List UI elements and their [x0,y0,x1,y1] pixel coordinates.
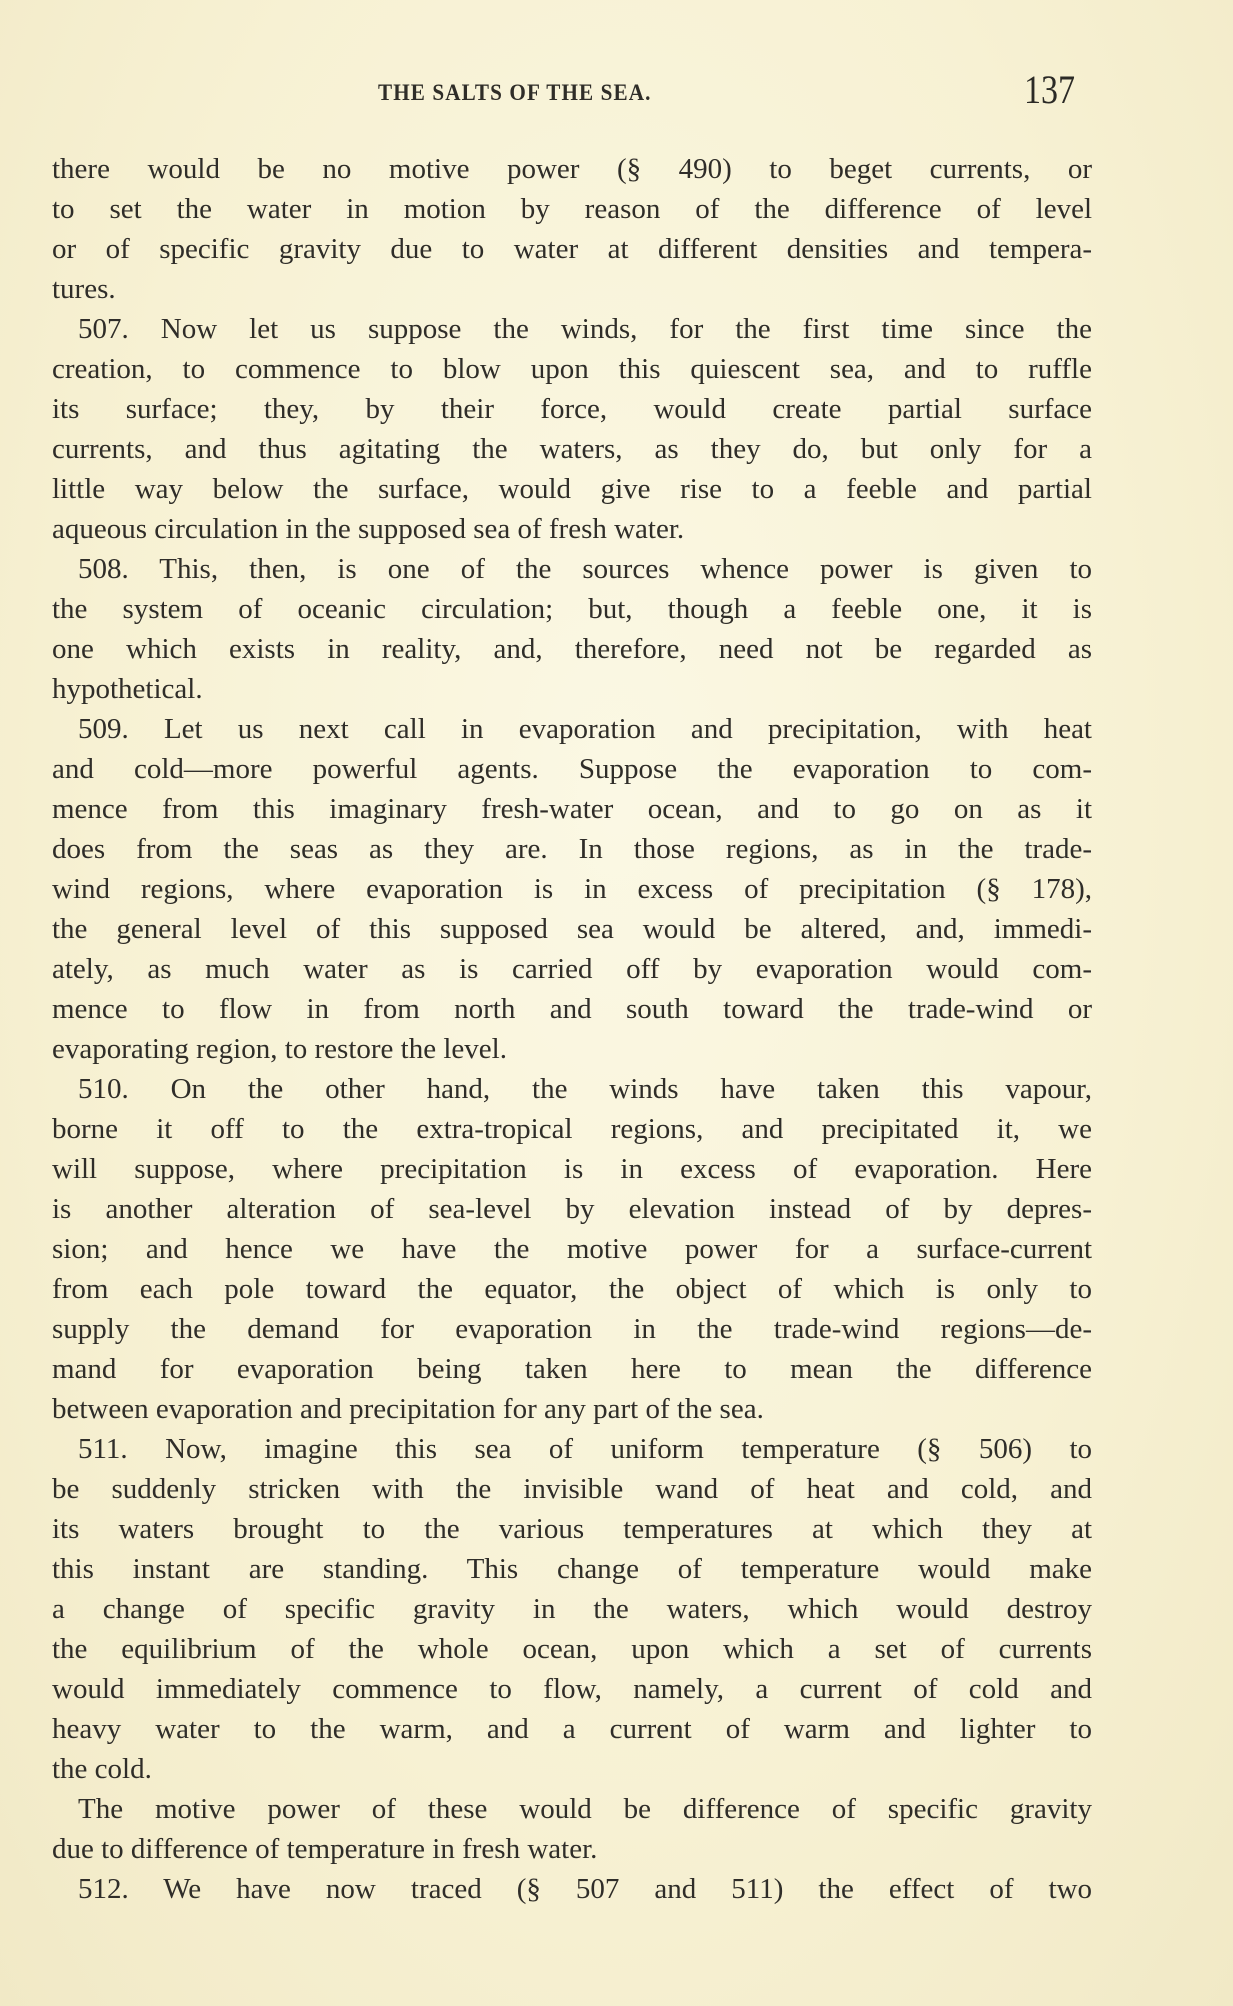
text-line: creation, to commence to blow upon this quiescent sea, and to ruffle [52,353,1092,385]
text-line: The motive power of these would be difference of specific gravity [78,1793,1092,1825]
text-line: one which exists in reality, and, therefore, need not be regarded as [52,633,1092,665]
text-line: sion; and hence we have the motive power for a surface-current [52,1233,1092,1265]
text-line: 511. Now, imagine this sea of uniform temperature (§ 506) to [78,1433,1092,1465]
text-line: a change of specific gravity in the waters, which would destroy [52,1593,1092,1625]
text-line: supply the demand for evaporation in the trade-wind regions—de- [52,1313,1092,1345]
text-line: its waters brought to the various temperatures at which they at [52,1513,1092,1545]
text-line: mence to flow in from north and south toward the trade-wind or [52,993,1092,1025]
text-line: ately, as much water as is carried off by evaporation would com- [52,953,1092,985]
text-line: is another alteration of sea-level by elevation instead of by depres- [52,1193,1092,1225]
text-line: 509. Let us next call in evaporation and precipitation, with heat [78,713,1092,745]
text-line: hypothetical. [52,673,203,705]
text-line: this instant are standing. This change of temperature would make [52,1553,1092,1585]
text-line: 508. This, then, is one of the sources whence power is given to [78,553,1092,585]
text-line: mand for evaporation being taken here to mean the difference [52,1353,1092,1385]
text-line: currents, and thus agitating the waters, as they do, but only for a [52,433,1092,465]
text-line: wind regions, where evaporation is in excess of precipitation (§ 178), [52,873,1092,905]
text-line: the equilibrium of the whole ocean, upon which a set of currents [52,1633,1092,1665]
text-line: due to difference of temperature in fresh water. [52,1833,598,1865]
text-line: to set the water in motion by reason of the difference of level [52,193,1092,225]
text-line: borne it off to the extra-tropical regions, and precipitated it, we [52,1113,1092,1145]
text-line: from each pole toward the equator, the object of which is only to [52,1273,1092,1305]
text-line: the cold. [52,1753,152,1785]
text-line: be suddenly stricken with the invisible wand of heat and cold, and [52,1473,1092,1505]
text-line: its surface; they, by their force, would create partial surface [52,393,1092,425]
text-line: 510. On the other hand, the winds have taken this vapour, [78,1073,1092,1105]
text-line: mence from this imaginary fresh-water ocean, and to go on as it [52,793,1092,825]
text-line: or of specific gravity due to water at different densities and tempera- [52,233,1092,265]
text-line: will suppose, where precipitation is in excess of evaporation. Here [52,1153,1092,1185]
text-line: there would be no motive power (§ 490) to beget currents, or [52,153,1092,185]
text-line: tures. [52,273,116,305]
page-header [0,66,1233,116]
running-title: THE SALTS OF THE SEA. [378,80,652,105]
text-line: little way below the surface, would give rise to a feeble and partial [52,473,1092,505]
body-text [52,149,1092,1909]
text-line: between evaporation and precipitation for any part of the sea. [52,1393,764,1425]
text-line: 507. Now let us suppose the winds, for the first time since the [78,313,1092,345]
text-line: would immediately commence to flow, namely, a current of cold and [52,1673,1092,1705]
text-line: 512. We have now traced (§ 507 and 511) the effect of two [78,1873,1092,1905]
text-line: and cold—more powerful agents. Suppose the evaporation to com- [52,753,1092,785]
text-line: heavy water to the warm, and a current of warm and lighter to [52,1713,1092,1745]
text-line: the general level of this supposed sea would be altered, and, immedi- [52,913,1092,945]
text-line: aqueous circulation in the supposed sea of fresh water. [52,513,685,545]
text-line: does from the seas as they are. In those regions, as in the trade- [52,833,1092,865]
page-number: 137 [1024,67,1075,112]
text-line: the system of oceanic circulation; but, though a feeble one, it is [52,593,1092,625]
text-line: evaporating region, to restore the level. [52,1033,507,1065]
